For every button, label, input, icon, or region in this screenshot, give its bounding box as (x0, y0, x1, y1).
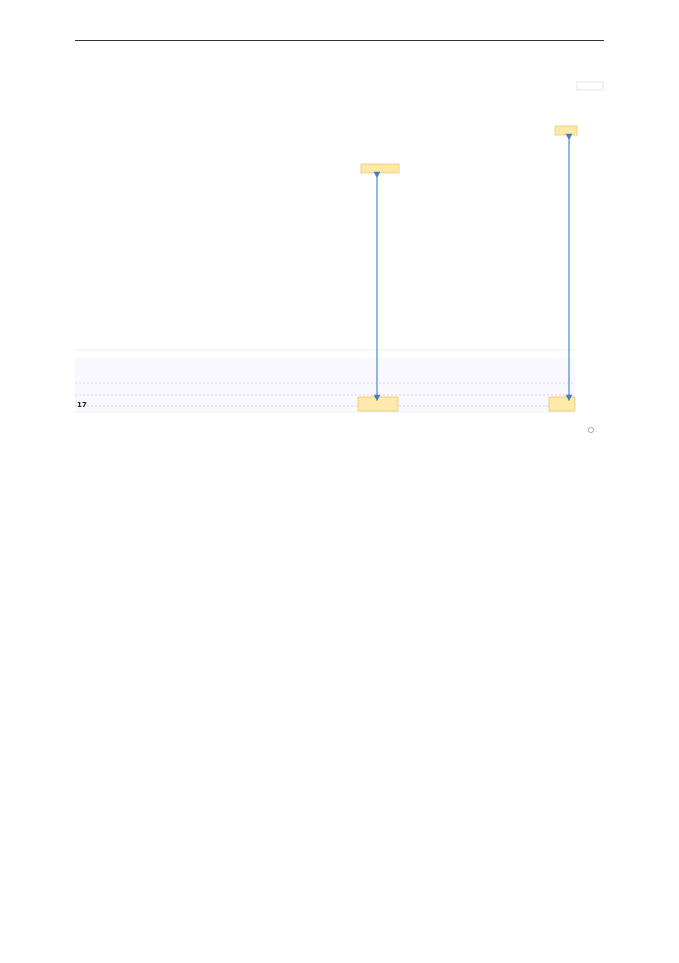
rsi-zone-wave4 (549, 397, 575, 411)
chart-figure (75, 80, 605, 436)
currency-box[interactable] (577, 82, 603, 90)
chart-svg (75, 80, 605, 436)
rsi-zone-wave2 (358, 397, 398, 411)
price-zone-wave2 (361, 164, 399, 173)
price-zone-wave4 (555, 126, 577, 135)
header-rule (75, 40, 604, 41)
tradingview-logo: 17 (77, 401, 87, 409)
